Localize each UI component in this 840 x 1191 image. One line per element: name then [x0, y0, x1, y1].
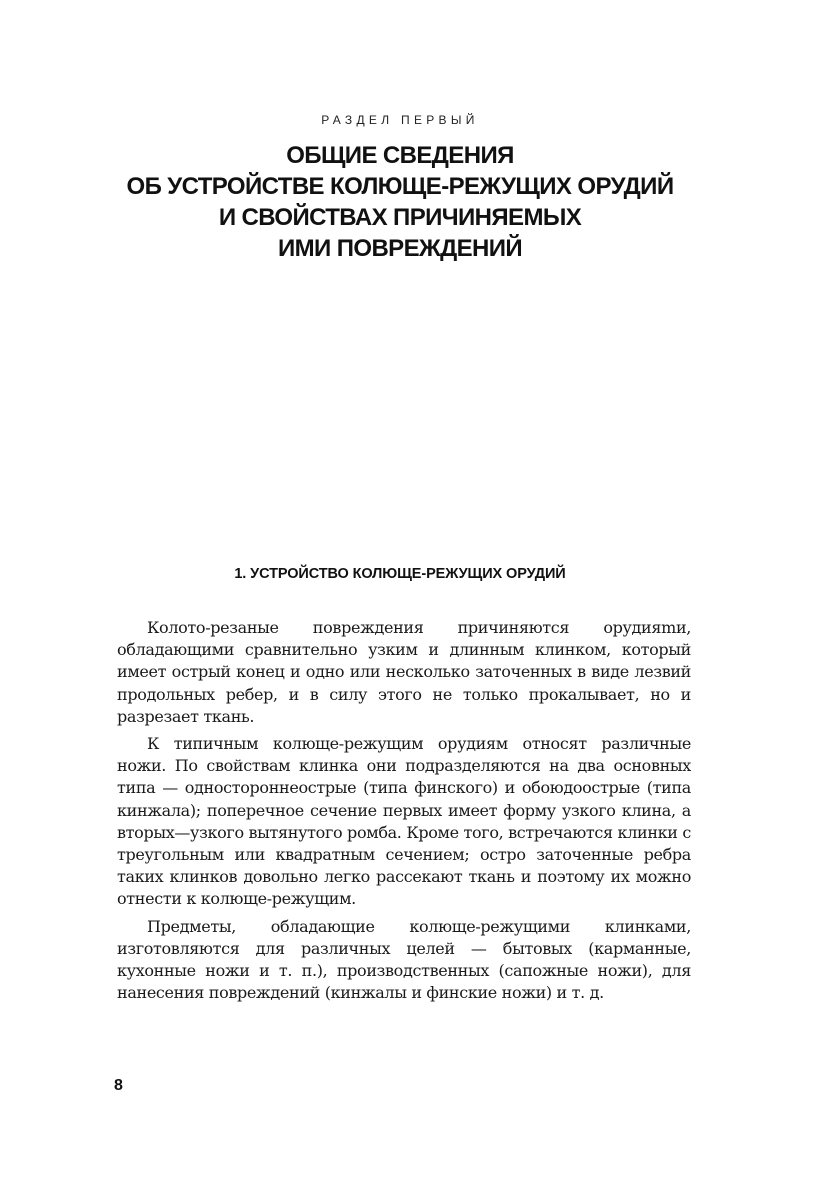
chapter-title-line: ИМИ ПОВРЕЖДЕНИЙ [277, 235, 523, 262]
chapter-title [0, 140, 800, 264]
chapter-title-line: ОБ УСТРОЙСТВЕ КОЛЮЩЕ-РЕЖУЩИХ ОРУДИЙ [126, 173, 674, 200]
section-label: РАЗДЕЛ ПЕРВЫЙ [321, 113, 479, 127]
paragraph: Колото-резаные повреждения причиняются орудияmи, обладающими сравнительно узким и длинным клинком, который имеет острый конец и одно или несколько заточенных в виде лезвий продольных ребер, и в силу этого не только прокалывает, но и разрезает ткань. [117, 618, 691, 726]
paragraph: Предметы, обладающие колюще-режущими клинками, изготовляются для различных целей — бытовых (карманные, кухонные ножи и т. п.), производственных (сапожные ножи), для нанесения повреждений (кинжалы и финские ножи) и т. д. [117, 916, 691, 1003]
chapter-title-line: ОБЩИЕ СВЕДЕНИЯ [286, 142, 514, 169]
page-number: 8 [114, 1077, 123, 1094]
paragraph: К типичным колюще-режущим орудиям относят различные ножи. По свойствам клинка они подразделяются на два основных типа — одностороннеострые (типа финского) и обоюдоострые (типа кинжала); поперечное сечение первых имеет форму узкого клина, а вторых—узкого вытянутого ромба. Кроме того, встречаются клинки с треугольным или квадратным сечением; остро заточенные ребра таких клинков довольно легко рассекают ткань и поэтому их можно отнести к колюще-режущим. [117, 734, 691, 909]
chapter-title-line: И СВОЙСТВАХ ПРИЧИНЯЕМЫХ [218, 204, 582, 231]
subsection-title: 1. УСТРОЙСТВО КОЛЮЩЕ-РЕЖУЩИХ ОРУДИЙ [234, 566, 566, 582]
body-text [117, 617, 691, 1009]
